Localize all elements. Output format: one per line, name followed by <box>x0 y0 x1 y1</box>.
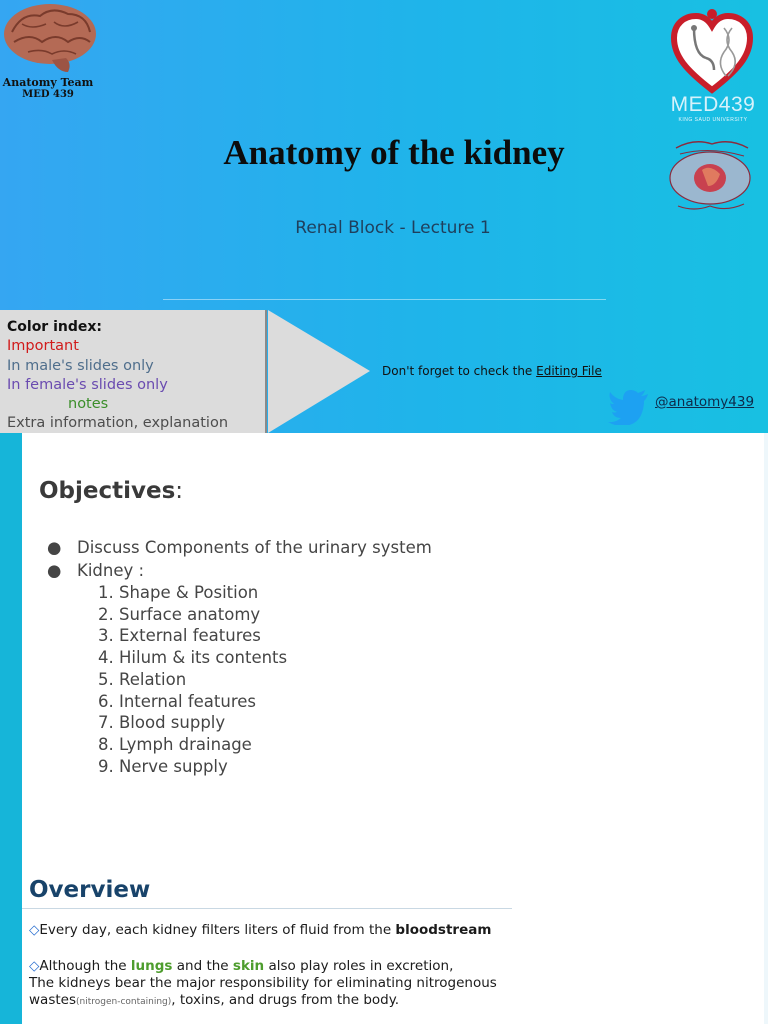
heart-logo-icon <box>666 6 758 98</box>
color-index-male: In male's slides only <box>7 357 154 374</box>
header-divider <box>163 299 606 300</box>
objectives-heading <box>39 478 183 504</box>
overview-p2-a: Although the <box>39 958 131 974</box>
overview-p2-end: , toxins, and drugs from the body. <box>171 992 400 1009</box>
diamond-icon: ◇ <box>29 922 40 938</box>
list-item: 8. Lymph drainage <box>98 734 252 754</box>
twitter-icon[interactable] <box>608 389 650 425</box>
overview-lungs: lungs <box>130 958 173 974</box>
list-item: 9. Nerve supply <box>98 756 228 776</box>
editing-note-prefix: Don't forget to check the <box>382 364 537 378</box>
team-name: Anatomy Team <box>2 76 94 89</box>
color-index-important: Important <box>7 338 79 355</box>
overview-heading: Overview <box>29 877 151 903</box>
overview-p2-c: also play roles in excretion, <box>264 958 454 974</box>
brain-logo-icon <box>2 2 98 76</box>
color-index-title: Color index: <box>7 319 102 335</box>
overview-p2-line3 <box>29 992 497 1011</box>
diamond-icon: ◇ <box>29 958 40 974</box>
objectives-heading-text: Objectives <box>39 478 176 504</box>
med-logo-subtext: KING SAUD UNIVERSITY <box>678 117 748 123</box>
bullet-text: Discuss Components of the urinary system <box>77 538 432 557</box>
team-code: MED 439 <box>22 89 74 100</box>
kidney-topics-list <box>98 582 287 777</box>
list-item: 4. Hilum & its contents <box>98 648 288 668</box>
overview-skin: skin <box>232 958 265 974</box>
left-accent-bar <box>0 433 22 1024</box>
overview-p1-bold: bloodstream <box>395 922 492 938</box>
list-item: 7. Blood supply <box>98 713 226 733</box>
overview-p2-b: and the <box>172 958 233 974</box>
overview-paragraph-1 <box>29 922 491 939</box>
list-item: 3. External features <box>98 626 261 646</box>
page-title: Anatomy of the kidney <box>223 133 565 172</box>
list-item <box>47 537 432 560</box>
list-item: 6. Internal features <box>98 691 256 711</box>
twitter-handle-link[interactable]: @anatomy439 <box>655 394 755 410</box>
list-item: 5. Relation <box>98 669 187 689</box>
overview-p2-line1 <box>29 958 497 975</box>
overview-p1-text: Every day, each kidney filters liters of fluid from the <box>39 922 396 938</box>
color-index-arrow <box>268 310 370 433</box>
lecture-subtitle: Renal Block - Lecture 1 <box>295 218 491 238</box>
color-index-box <box>0 310 267 433</box>
overview-p2-line2: The kidneys bear the major responsibility for eliminating nitrogenous <box>29 975 497 992</box>
overview-paragraph-2 <box>29 958 497 1012</box>
overview-divider <box>22 908 512 909</box>
bullet-text: Kidney : <box>77 560 145 580</box>
overview-p2-note: (nitrogen-containing) <box>75 997 172 1008</box>
color-index-female: In female's slides only <box>7 376 168 393</box>
bullet-icon: ● <box>47 560 62 580</box>
right-edge-strip <box>764 433 768 1024</box>
editing-file-link[interactable]: Editing File <box>536 364 602 378</box>
editing-file-note <box>382 364 602 378</box>
cover-banner <box>0 0 768 433</box>
list-item: 1. Shape & Position <box>98 583 259 602</box>
list-item <box>47 560 432 583</box>
bullet-icon: ● <box>47 538 62 557</box>
overview-p2-wastes: wastes <box>29 992 76 1009</box>
color-index-extra: Extra information, explanation <box>7 415 229 432</box>
med-logo-text: MED439 <box>670 93 756 116</box>
list-item: 2. Surface anatomy <box>98 604 261 624</box>
objectives-heading-colon: : <box>175 478 184 504</box>
objectives-bullets <box>47 537 432 582</box>
color-index-notes: notes <box>68 396 109 413</box>
